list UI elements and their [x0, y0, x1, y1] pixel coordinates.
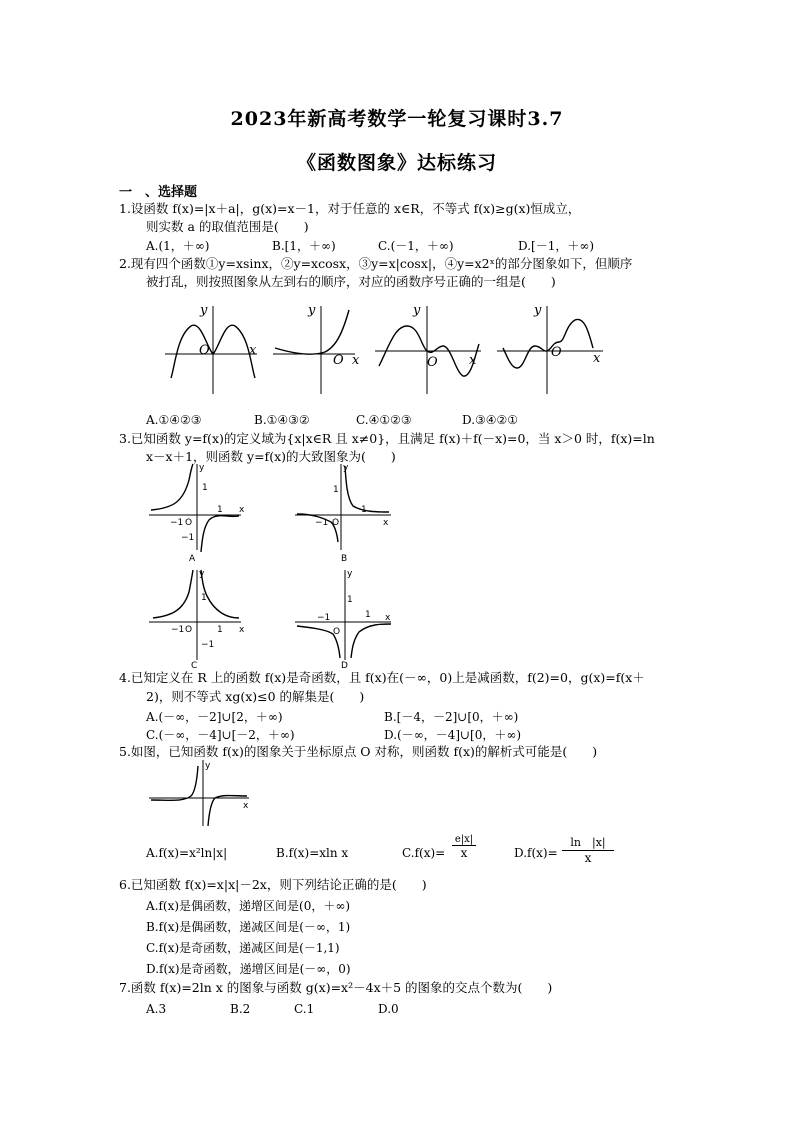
q1-stem-line1: 1.设函数 f(x)=|x＋a|，g(x)=x－1，对于任意的 x∈R，不等式 f(x)≥g(x)恒成立，: [119, 201, 581, 216]
q3-stem-line1: 3.已知函数 y=f(x)的定义域为{x|x∈R 且 x≠0}，且满足 f(x)＋f(－x)=0，当 x＞0 时，f(x)=ln: [119, 431, 655, 446]
svg-text:−1: −1: [181, 533, 195, 543]
q2-stem-line1: 2.现有四个函数①y=xsinx，②y=xcosx，③y=x|cosx|，④y=x2ˣ的部分图象如下，但顺序: [119, 256, 633, 271]
axis-label-y: y: [413, 303, 421, 318]
q5-option-c-numerator: e|x|: [454, 834, 474, 845]
axis-label-x: x: [249, 343, 257, 358]
origin-label: O: [551, 345, 562, 360]
q6-option-c: C.f(x)是奇函数，递减区间是(－1,1): [146, 941, 340, 955]
q5-option-d-numerator: ln |x|: [570, 836, 606, 849]
q5-option-c-denominator: x: [452, 845, 476, 860]
svg-text:−1: −1: [317, 613, 331, 623]
q3-stem-line2: x－x＋1，则函数 y=f(x)的大致图象为( ): [146, 449, 396, 464]
q3-graph-b: [295, 463, 391, 564]
q2-graphs: [145, 296, 615, 406]
q2-graph-2: [273, 303, 360, 394]
q5-option-a: A.f(x)=x²ln|x|: [146, 846, 228, 860]
q2-stem-line2: 被打乱，则按照图象从左到右的顺序，对应的函数序号正确的一组是( ): [146, 274, 556, 289]
graph-label-d: D: [341, 661, 348, 671]
q1-option-a: A.(1，＋∞): [146, 239, 210, 253]
q7-option-b: B.2: [230, 1002, 251, 1016]
origin-label: O: [427, 355, 438, 370]
svg-text:1: 1: [347, 595, 353, 605]
svg-text:1: 1: [361, 505, 367, 515]
q1-option-d: D.[－1，＋∞): [518, 239, 595, 253]
q2-graph-1: [165, 303, 257, 394]
q7-stem-line1: 7.函数 f(x)=2ln x 的图象与函数 g(x)=x²－4x＋5 的图象的交点个数为( ): [119, 980, 553, 995]
q2-option-d: D.③④②①: [462, 413, 519, 427]
svg-text:x: x: [385, 613, 391, 623]
q6-option-a: A.f(x)是偶函数，递增区间是(0，＋∞): [146, 899, 351, 913]
graph-label-b: B: [341, 554, 348, 564]
page-subtitle: 《函数图象》达标练习: [296, 152, 497, 174]
q4-option-c: C.(－∞，－4]∪[－2，＋∞): [146, 728, 295, 742]
q2-option-c: C.④①②③: [356, 413, 412, 427]
q2-graph-4: [497, 303, 603, 394]
q3-graphs: [145, 462, 405, 672]
axis-label-y: y: [200, 303, 208, 318]
q5-option-d-prefix: D.f(x)=: [514, 846, 558, 860]
q5-option-b: B.f(x)=xln x: [276, 846, 349, 860]
q4-stem-line2: 2)，则不等式 xg(x)≤0 的解集是( ): [146, 689, 365, 704]
svg-text:−1: −1: [201, 640, 215, 650]
svg-text:1: 1: [201, 593, 207, 603]
q5-option-c-fraction: [452, 834, 476, 860]
axis-label-y: y: [534, 303, 542, 318]
q5-stem-line1: 5.如图，已知函数 f(x)的图象关于坐标原点 O 对称，则函数 f(x)的解析式可能是( ): [119, 744, 598, 759]
section-heading: 一 、选择题: [119, 185, 198, 200]
q1-stem-line2: 则实数 a 的取值范围是( ): [146, 219, 309, 234]
svg-text:1: 1: [333, 485, 339, 495]
axis-label-x: x: [352, 353, 360, 368]
q5-option-d-fraction: [562, 834, 614, 865]
svg-text:−1: −1: [315, 518, 329, 528]
q1-option-c: C.(－1，＋∞): [378, 239, 454, 253]
q4-option-d: D.(－∞，－4]∪[0，＋∞): [384, 728, 522, 742]
q3-graph-d: [295, 569, 391, 671]
q4-option-a: A.(－∞，－2]∪[2，＋∞): [146, 710, 283, 724]
q2-option-b: B.①④③②: [254, 413, 310, 427]
svg-text:x: x: [239, 625, 245, 635]
svg-text:1: 1: [365, 610, 371, 620]
q5-option-c-prefix: C.f(x)=: [402, 846, 446, 860]
q2-option-a: A.①④②③: [146, 413, 202, 427]
origin-label: O: [199, 343, 210, 358]
q3-graph-c: [149, 569, 245, 671]
q1-option-b: B.[1，＋∞): [272, 239, 336, 253]
svg-text:−1: −1: [170, 518, 184, 528]
q6-option-b: B.f(x)是偶函数，递减区间是(－∞，1): [146, 920, 351, 934]
axis-label-x: x: [593, 351, 601, 366]
svg-text:−1: −1: [171, 625, 185, 635]
q4-stem-line1: 4.已知定义在 R 上的函数 f(x)是奇函数，且 f(x)在(－∞，0)上是减函数，f(2)=0，g(x)=f(x＋: [119, 670, 645, 685]
q7-option-d: D.0: [378, 1002, 399, 1016]
svg-text:O: O: [185, 625, 193, 635]
svg-text:y: y: [343, 463, 349, 473]
q2-graph-3: [375, 303, 481, 394]
page-title: 2023年新高考数学一轮复习课时3.7: [230, 108, 564, 130]
origin-label: O: [333, 353, 344, 368]
svg-text:x: x: [383, 518, 389, 528]
svg-text:O: O: [185, 518, 193, 528]
q6-stem-line1: 6.已知函数 f(x)=x|x|－2x，则下列结论正确的是( ): [119, 877, 427, 892]
svg-text:y: y: [347, 569, 353, 579]
svg-text:y: y: [199, 463, 205, 473]
graph-label-c: C: [191, 661, 198, 671]
q4-option-b: B.[－4，－2]∪[0，＋∞): [384, 710, 519, 724]
axis-label-y: y: [308, 303, 316, 318]
q7-option-c: C.1: [294, 1002, 315, 1016]
q5-graph: [145, 760, 255, 830]
svg-text:x: x: [243, 801, 249, 811]
svg-text:1: 1: [202, 483, 208, 493]
svg-text:y: y: [199, 569, 205, 579]
q5-option-d-denominator: x: [562, 850, 614, 865]
axis-label-x: x: [469, 353, 477, 368]
svg-text:x: x: [239, 505, 245, 515]
svg-text:1: 1: [217, 505, 223, 515]
svg-text:O: O: [332, 518, 340, 528]
svg-text:y: y: [205, 761, 211, 771]
graph-label-a: A: [189, 554, 196, 564]
q7-option-a: A.3: [146, 1002, 167, 1016]
svg-text:1: 1: [217, 625, 223, 635]
svg-text:O: O: [333, 627, 341, 637]
q3-graph-a: [149, 463, 245, 564]
q6-option-d: D.f(x)是奇函数，递增区间是(－∞，0): [146, 962, 351, 976]
